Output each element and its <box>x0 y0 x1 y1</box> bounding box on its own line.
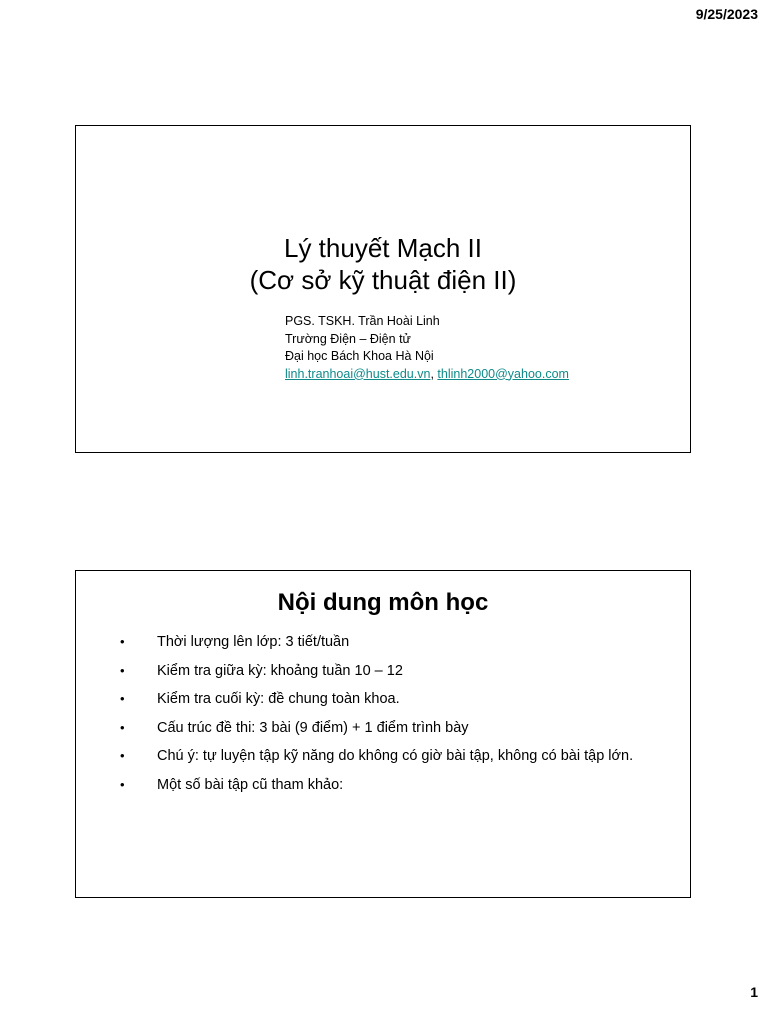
list-item-text: Kiểm tra cuối kỳ: đề chung toàn khoa. <box>157 691 400 707</box>
slide-2 <box>75 570 691 898</box>
author-name: PGS. TSKH. Trần Hoài Linh <box>285 314 440 328</box>
list-item <box>120 719 680 748</box>
list-item <box>120 747 680 776</box>
email-line <box>285 366 569 384</box>
list-item-text: Cấu trúc đề thi: 3 bài (9 điểm) + 1 điểm trình bày <box>157 719 469 736</box>
list-item-text: Thời lượng lên lớp: 3 tiết/tuần <box>157 634 350 650</box>
list-item <box>120 633 680 662</box>
list-item <box>120 662 680 691</box>
slide-1 <box>75 125 691 453</box>
slide-title-line-2: (Cơ sở kỹ thuật điện II) <box>249 265 517 295</box>
email-link-yahoo[interactable]: thlinh2000@yahoo.com <box>437 366 569 381</box>
school-name: Trường Điện – Điện tử <box>285 331 411 346</box>
list-item-text: Kiểm tra giữa kỳ: khoảng tuần 10 – 12 <box>157 662 403 679</box>
email-separator: , <box>430 366 434 381</box>
bullet-list <box>120 633 680 804</box>
bullet-icon: • <box>120 719 125 735</box>
page-date: 9/25/2023 <box>695 6 758 22</box>
slide-title-line-1: Lý thuyết Mạch II <box>284 233 482 263</box>
bullet-icon: • <box>120 748 125 763</box>
bullet-icon: • <box>120 776 125 792</box>
author-info <box>285 313 569 383</box>
bullet-icon: • <box>120 691 125 706</box>
list-item-text: Chú ý: tự luyện tập kỹ năng do không có giờ bài tập, không có bài tập lớn. <box>157 748 634 764</box>
list-item <box>120 690 680 719</box>
list-item-text: Một số bài tập cũ tham khảo: <box>157 776 344 793</box>
slide-title: Nội dung môn học <box>277 589 489 616</box>
email-link-hust[interactable]: linh.tranhoai@hust.edu.vn <box>285 366 431 381</box>
list-item <box>120 776 680 805</box>
university-name: Đại học Bách Khoa Hà Nội <box>285 349 434 363</box>
bullet-icon: • <box>120 634 125 649</box>
slide-title <box>76 232 690 296</box>
bullet-icon: • <box>120 662 125 678</box>
page-number: 1 <box>750 984 758 1000</box>
